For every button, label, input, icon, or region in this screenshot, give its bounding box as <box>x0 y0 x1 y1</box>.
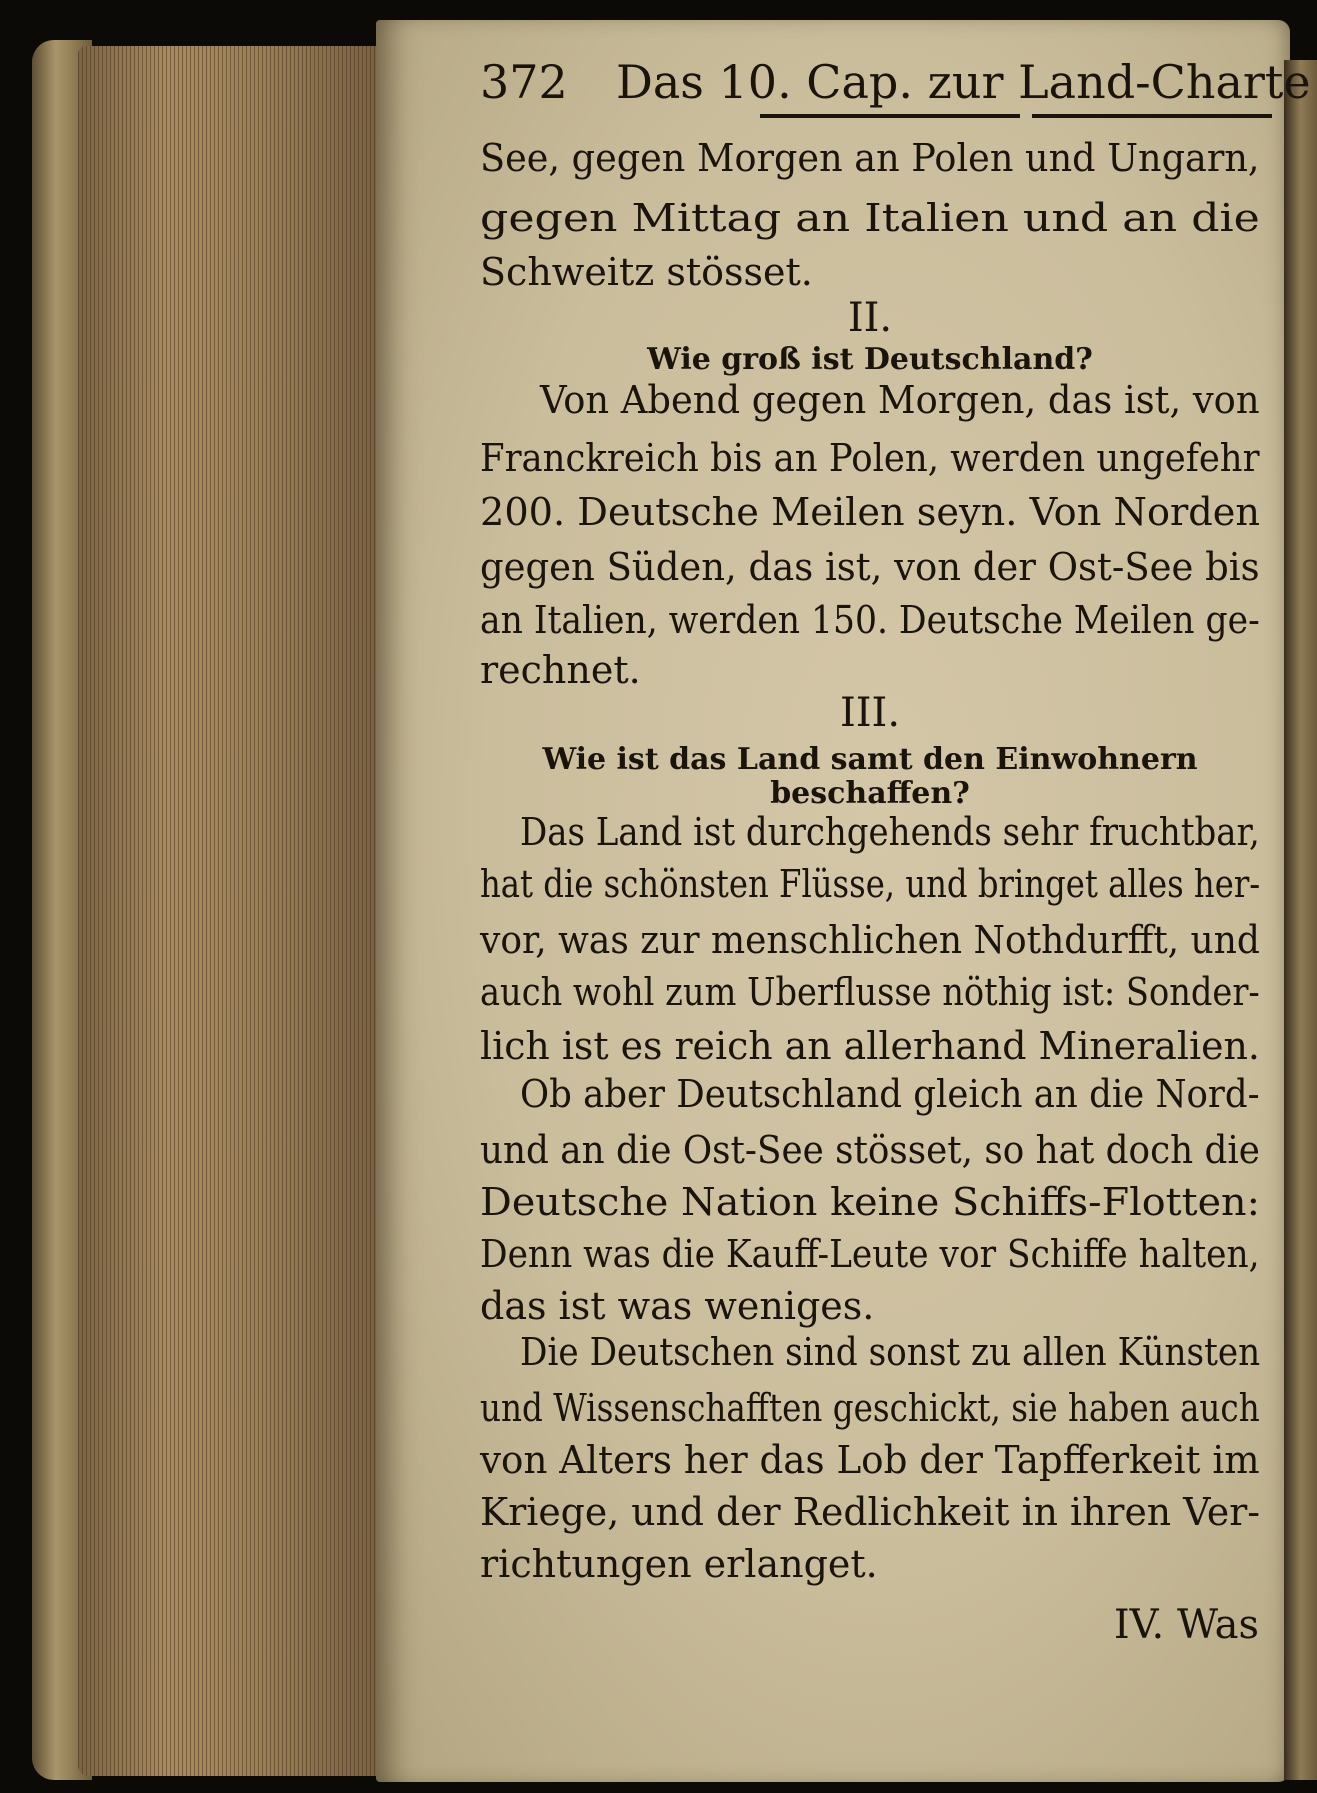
facing-page-edge <box>1284 60 1317 1780</box>
section-question: beschaffen? <box>770 776 970 811</box>
header-rule <box>1032 114 1272 118</box>
text-line: Die Deutschen sind sonst zu allen Künsten <box>520 1330 1261 1374</box>
text-line: Denn was die Kauff-Leute vor Schiffe halten, <box>480 1232 1260 1276</box>
text-line: von Alters her das Lob der Tapfferkeit im <box>480 1438 1260 1482</box>
text-line: gegen Süden, das ist, von der Ost-See bis <box>480 545 1260 589</box>
text-line: und Wissenschafften geschickt, sie haben auch <box>480 1386 1260 1430</box>
section-question: Wie groß ist Deutschland? <box>647 342 1093 377</box>
text-line: 200. Deutsche Meilen seyn. Von Norden <box>480 490 1261 534</box>
text-line: auch wohl zum Uberflusse nöthig ist: Sonder- <box>480 970 1260 1014</box>
section-question: Wie ist das Land samt den Einwohnern <box>542 742 1198 777</box>
text-line: lich ist es reich an allerhand Mineralien. <box>480 1024 1260 1068</box>
section-numeral: II. <box>847 295 893 341</box>
text-line: Franckreich bis an Polen, werden ungefehr <box>480 436 1260 480</box>
text-line: und an die Ost-See stösset, so hat doch die <box>480 1128 1260 1172</box>
text-line: Deutsche Nation keine Schiffs-Flotten: <box>480 1180 1260 1224</box>
page-number: 372 <box>480 55 568 109</box>
text-line: Schweitz stösset. <box>480 250 813 294</box>
text-line: Von Abend gegen Morgen, das ist, von <box>540 378 1260 422</box>
text-line: hat die schönsten Flüsse, und bringet alles her- <box>480 862 1261 906</box>
text-line: das ist was weniges. <box>480 1284 875 1328</box>
text-line: an Italien, werden 150. Deutsche Meilen ge- <box>480 598 1260 642</box>
header-rule <box>760 114 1020 118</box>
section-numeral: III. <box>839 690 901 736</box>
text-line: Das Land ist durchgehends sehr fruchtbar, <box>520 810 1260 854</box>
text-line: richtungen erlanget. <box>480 1542 878 1586</box>
catchword: IV. Was <box>1113 1602 1259 1648</box>
text-line: See, gegen Morgen an Polen und Ungarn, <box>480 136 1260 180</box>
text-line: gegen Mittag an Italien und an die <box>480 196 1260 240</box>
text-line: Kriege, und der Redlichkeit in ihren Ver- <box>480 1490 1261 1534</box>
text-line: Ob aber Deutschland gleich an die Nord- <box>520 1072 1260 1116</box>
text-line: rechnet. <box>480 648 641 692</box>
page-block-edge <box>78 46 378 1776</box>
text-line: vor, was zur menschlichen Nothdurfft, und <box>480 918 1260 962</box>
running-title: Das 10. Cap. zur Land-Charte <box>616 55 1311 109</box>
